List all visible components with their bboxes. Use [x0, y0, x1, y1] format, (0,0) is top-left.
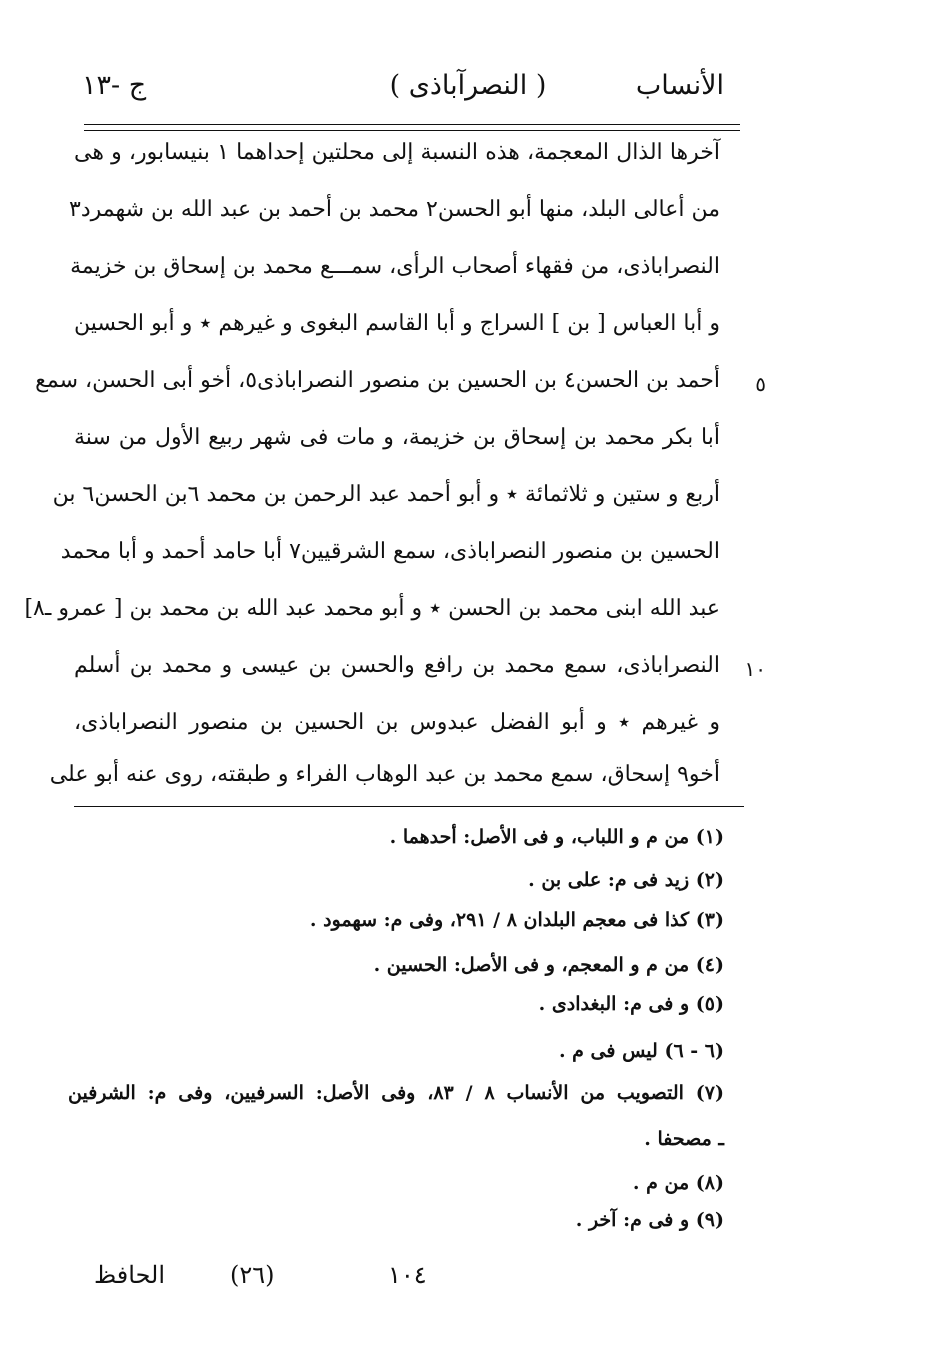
footnote-separator	[74, 806, 744, 807]
footnote-3: (٣) كذا فى معجم البلدان ٨ / ٢٩١، وفى م: سهمود .	[309, 909, 724, 931]
line-number-5: ٥	[755, 372, 766, 396]
footnote-9: (٩) و فى م: آخر .	[575, 1209, 724, 1231]
footnote-5: (٥) و فى م: البغدادى .	[538, 993, 724, 1015]
header-rule-bottom	[84, 130, 740, 131]
footnote-1: (١) من م و اللباب، و فى الأصل: أحدهما .	[389, 826, 724, 848]
footnote-8: (٨) من م .	[632, 1172, 724, 1194]
body-line-3: النصراباذى، من فقهاء أصحاب الرأى، سمـــع محمد بن إسحاق بن خزيمة	[70, 254, 720, 279]
body-line-9: عبد الله ابنى محمد بن الحسن ٭ و أبو محمد عبد الله بن محمد بن [ عمرو ـ٨]	[24, 596, 720, 621]
body-line-1: آخرها الذال المعجمة، هذه النسبة إلى محلتين إحداهما ١ بنيسابور، و هى	[74, 140, 721, 165]
footnote-7-continued: ـ مصحفا .	[644, 1128, 724, 1150]
body-line-8: الحسين بن منصور النصراباذى، سمع الشرقيين٧ أبا حامد أحمد و أبا محمد	[60, 539, 720, 564]
footnote-6: (٦ - ٦) ليس فى م .	[558, 1040, 724, 1062]
body-line-4: و أبا العباس [ بن ] السراج و أبا القاسم البغوى و غيرهم ٭ و أبو الحسين	[74, 311, 720, 336]
body-line-7: أربع و ستين و ثلاثمائة ٭ و أبو أحمد عبد الرحمن بن محمد ٦بن الحسن٦ بن	[52, 482, 720, 507]
body-line-10: النصراباذى، سمع محمد بن رافع والحسن بن عيسى و محمد بن أسلم	[74, 653, 720, 678]
line-number-10: ١٠	[744, 657, 766, 681]
header-entry-title: ( النصرآباذى )	[389, 70, 547, 101]
footnote-2: (٢) زيد فى م: على بن .	[528, 869, 724, 891]
header-section-title: الأنساب	[635, 70, 724, 101]
footer-volume-mark: (٢٦)	[230, 1261, 275, 1289]
header-rule-top	[84, 124, 740, 125]
body-line-2: من أعالى البلد، منها أبو الحسن٢ محمد بن أحمد بن عبد الله بن شهمرد٣	[68, 197, 720, 222]
footnote-4: (٤) من م و المعجم، و فى الأصل: الحسين .	[373, 954, 724, 976]
body-line-12: أخو٩ إسحاق، سمع محمد بن عبد الوهاب الفراء و طبقته، روى عنه أبو على	[49, 762, 720, 787]
footer-signature: الحافظ	[94, 1261, 166, 1289]
body-line-5: أحمد بن الحسن٤ بن الحسين بن منصور النصراباذى٥، أخو أبى الحسن، سمع	[35, 368, 720, 393]
body-line-6: أبا بكر محمد بن إسحاق بن خزيمة، و مات فى شهر ربيع الأول من سنة	[74, 425, 720, 450]
footnote-7: (٧) التصويب من الأنساب ٨ / ٨٣، وفى الأصل: السرفيين، وفى م: الشرفين	[68, 1082, 725, 1104]
body-line-11: و غيرهم ٭ و أبو الفضل عبدوس بن الحسين بن منصور النصراباذى،	[74, 710, 720, 735]
footer-page-number: ١٠٤	[388, 1261, 427, 1289]
header-volume-number: ج -١٣	[82, 70, 147, 101]
